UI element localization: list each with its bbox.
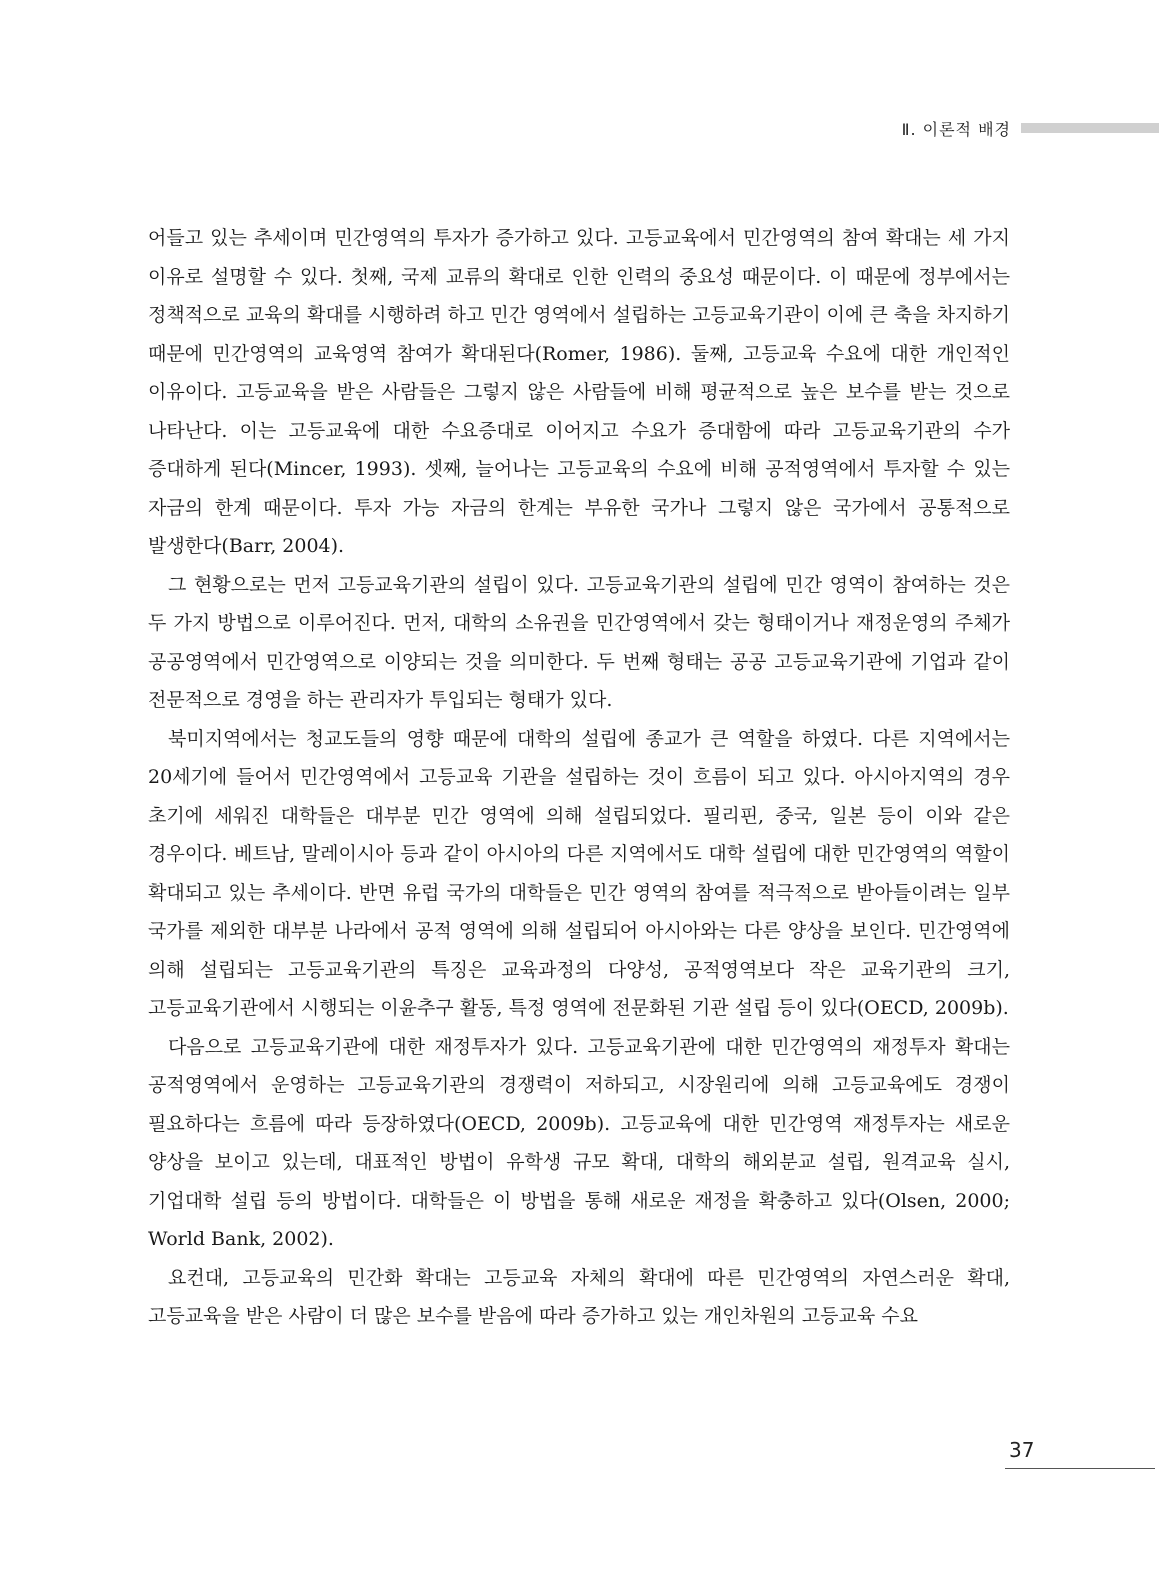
paragraph: 요컨대, 고등교육의 민간화 확대는 고등교육 자체의 확대에 따른 민간영역의 자연스러운 확대, 고등교육을 받은 사람이 더 많은 보수를 받음에 따라 증가하고 있는 개인차원의 고등교육 수요 — [148, 1266, 1010, 1327]
header-decor-bar — [1021, 123, 1159, 133]
section-title: Ⅱ. 이론적 배경 — [901, 119, 1011, 139]
footer-rule — [1005, 1468, 1155, 1469]
paragraph: 그 현황으로는 먼저 고등교육기관의 설립이 있다. 고등교육기관의 설립에 민간 영역이 참여하는 것은 두 가지 방법으로 이루어진다. 먼저, 대학의 소유권을 민간영역에서 갖는 형태이거나 재정운영의 주체가 공공영역에서 민간영역으로 이양되는 것을 의미한다. 두 번째 형태는 공공 고등교육기관에 기업과 같이 전문적으로 경영을 하는 관리자가 투입되는 형태가 있다. — [148, 573, 1010, 711]
paragraph: 북미지역에서는 청교도들의 영향 때문에 대학의 설립에 종교가 큰 역할을 하였다. 다른 지역에서는 20세기에 들어서 민간영역에서 고등교육 기관을 설립하는 것이 흐름이 되고 있다. 아시아지역의 경우 초기에 세워진 대학들은 대부분 민간 영역에 의해 설립되었다. 필리핀, 중국, 일본 등이 이와 같은 경우이다. 베트남, 말레이시아 등과 같이 아시아의 다른 지역에서도 대학 설립에 대한 민간영역의 역할이 확대되고 있는 추세이다. 반면 유럽 국가의 대학들은 민간 영역의 참여를 적극적으로 받아들이려는 일부 국가를 제외한 대부분 나라에서 공적 영역에 의해 설립되어 아시아와는 다른 양상을 보인다. 민간영역에 의해 설립되는 고등교육기관의 특징은 교육과정의 다양성, 공적영역보다 작은 교육기관의 크기, 고등교육기관에서 시행되는 이윤추구 활동, 특정 영역에 전문화된 기관 설립 등이 있다(OECD, 2009b). — [148, 727, 1010, 1019]
page-number: 37 — [1009, 1438, 1035, 1462]
paragraph: 다음으로 고등교육기관에 대한 재정투자가 있다. 고등교육기관에 대한 민간영역의 재정투자 확대는 공적영역에서 운영하는 고등교육기관의 경쟁력이 저하되고, 시장원리에 의해 고등교육에도 경쟁이 필요하다는 흐름에 따라 등장하였다(OECD, 2009b). 고등교육에 대한 민간영역 재정투자는 새로운 양상을 보이고 있는데, 대표적인 방법이 유학생 규모 확대, 대학의 해외분교 설립, 원격교육 실시, 기업대학 설립 등의 방법이다. 대학들은 이 방법을 통해 새로운 재정을 확충하고 있다(Olsen, 2000; World Bank, 2002). — [148, 1035, 1010, 1250]
body-text — [148, 219, 1010, 1336]
paragraph: 어들고 있는 추세이며 민간영역의 투자가 증가하고 있다. 고등교육에서 민간영역의 참여 확대는 세 가지 이유로 설명할 수 있다. 첫째, 국제 교류의 확대로 인한 인력의 중요성 때문이다. 이 때문에 정부에서는 정책적으로 교육의 확대를 시행하려 하고 민간 영역에서 설립하는 고등교육기관이 이에 큰 축을 차지하기 때문에 민간영역의 교육영역 참여가 확대된다(Romer, 1986). 둘째, 고등교육 수요에 대한 개인적인 이유이다. 고등교육을 받은 사람들은 그렇지 않은 사람들에 비해 평균적으로 높은 보수를 받는 것으로 나타난다. 이는 고등교육에 대한 수요증대로 이어지고 수요가 증대함에 따라 고등교육기관의 수가 증대하게 된다(Mincer, 1993). 셋째, 늘어나는 고등교육의 수요에 비해 공적영역에서 투자할 수 있는 자금의 한계 때문이다. 투자 가능 자금의 한계는 부유한 국가나 그렇지 않은 국가에서 공통적으로 발생한다(Barr, 2004). — [148, 227, 1010, 557]
running-header — [902, 116, 1159, 140]
page-footer — [1005, 1437, 1155, 1469]
